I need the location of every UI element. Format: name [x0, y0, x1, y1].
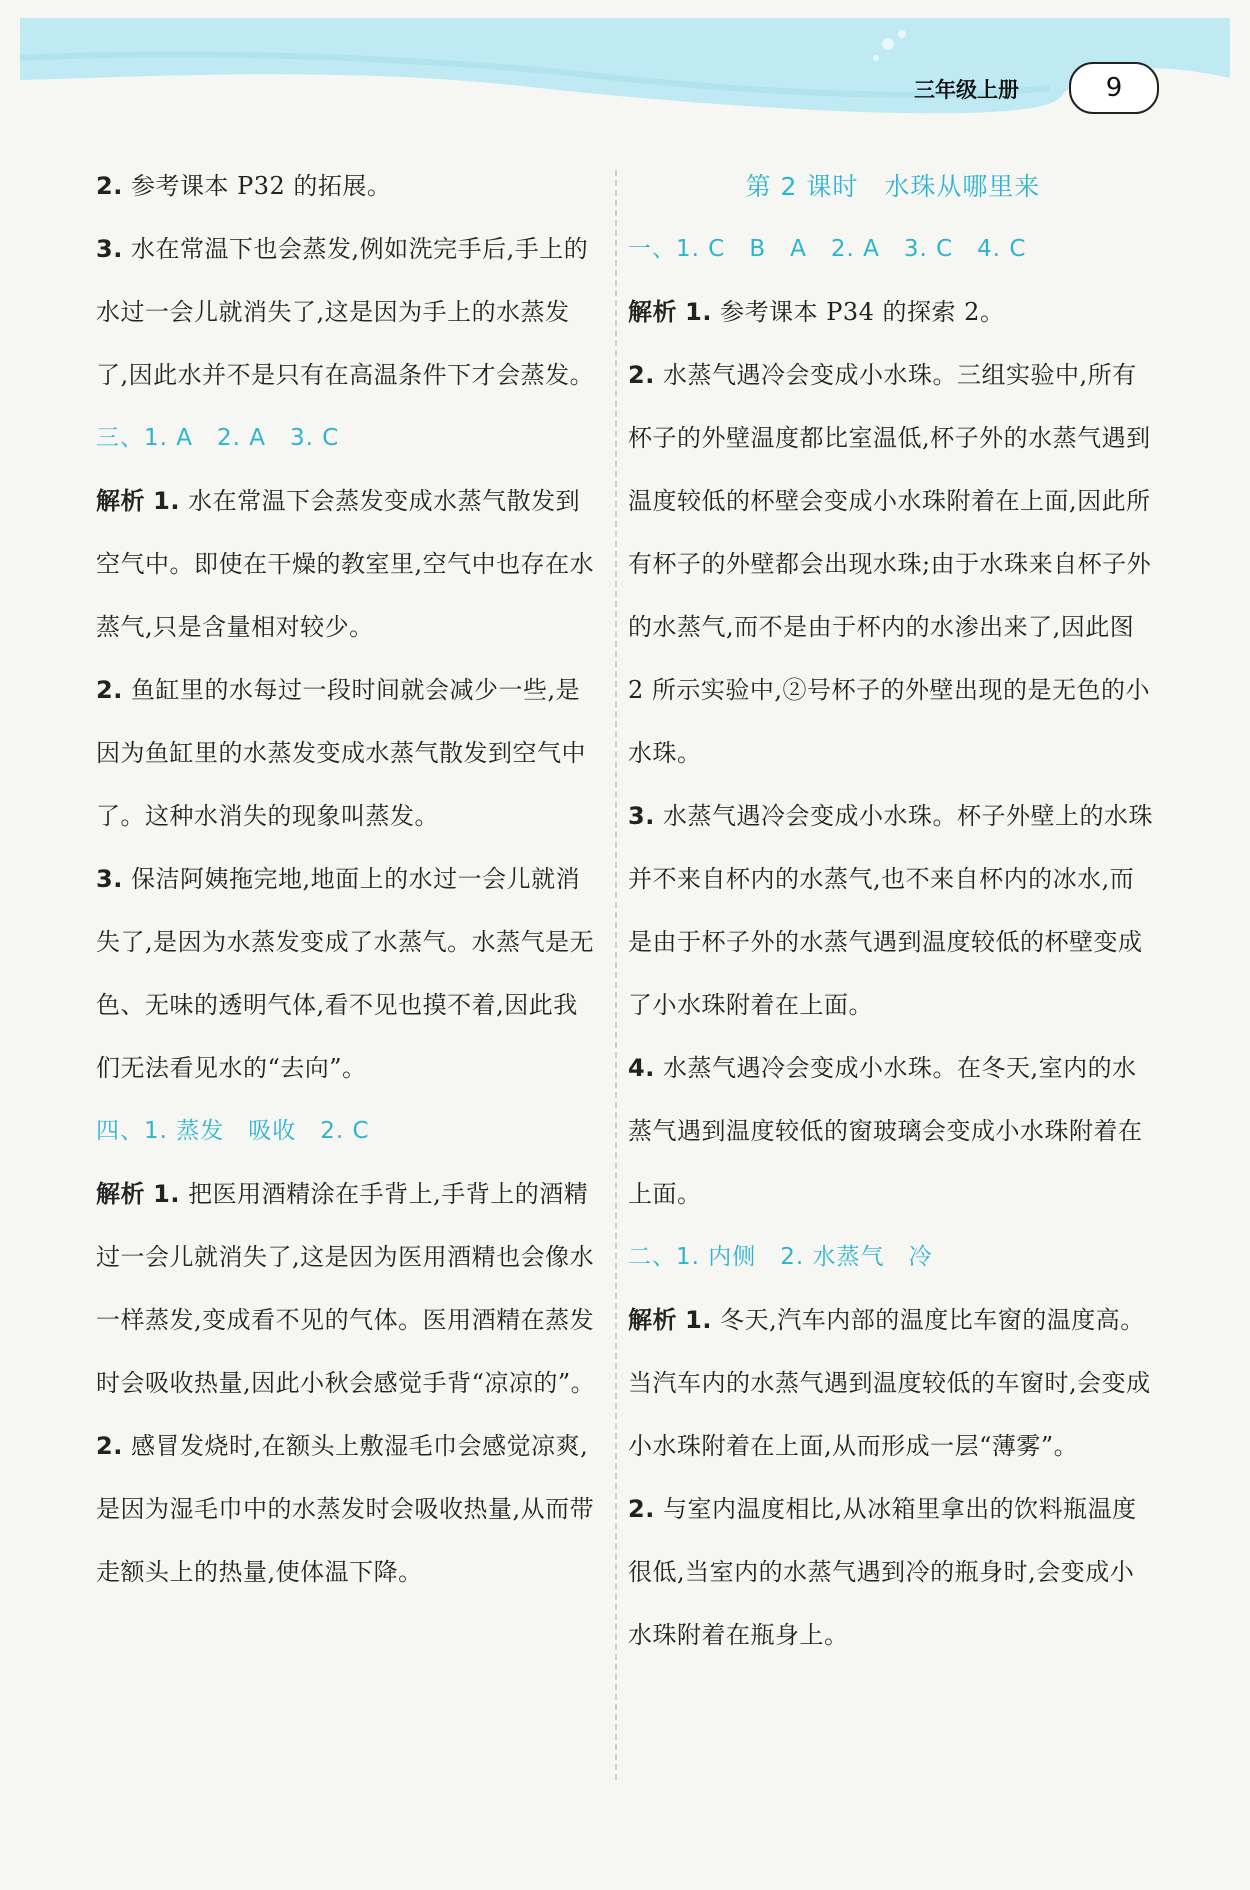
paragraph-text: 鱼缸里的水每过一段时间就会减少一些,是因为鱼缸里的水蒸发变成水蒸气散发到空气中了。这种水消失的现象叫蒸发。 [96, 676, 586, 830]
paragraph-text: 水蒸气遇冷会变成小水珠。杯子外壁上的水珠并不来自杯内的水蒸气,也不来自杯内的冰水,而是由于杯子外的水蒸气遇到温度较低的杯壁变成了小水珠附着在上面。 [628, 802, 1153, 1019]
item-number: 2. [96, 676, 123, 704]
analysis-paragraph [96, 470, 602, 659]
analysis-tag: 解析 [96, 487, 145, 515]
item-number: 1. [685, 1306, 712, 1334]
analysis-tag: 解析 [628, 298, 677, 326]
left-column [96, 155, 602, 1604]
answer-key-line: 三、1. A 2. A 3. C [96, 425, 340, 451]
answer-key-line: 二、1. 内侧 2. 水蒸气 冷 [628, 1244, 933, 1270]
item-number: 4. [628, 1054, 655, 1082]
paragraph-text: 水蒸气遇冷会变成小水珠。在冬天,室内的水蒸气遇到温度较低的窗玻璃会变成小水珠附着在上面。 [628, 1054, 1143, 1208]
paragraph-text: 参考课本 P32 的拓展。 [130, 172, 392, 200]
analysis-paragraph [628, 1289, 1158, 1478]
lesson-title: 第 2 课时 水珠从哪里来 [745, 172, 1041, 201]
header-wave-banner [20, 18, 1230, 128]
answer-paragraph [628, 1037, 1158, 1226]
paragraph-text: 与室内温度相比,从冰箱里拿出的饮料瓶温度很低,当室内的水蒸气遇到冷的瓶身时,会变成小水珠附着在瓶身上。 [628, 1495, 1137, 1649]
answer-paragraph [96, 218, 602, 407]
paragraph-text: 参考课本 P34 的探索 2。 [720, 298, 1005, 326]
analysis-paragraph [96, 1163, 602, 1415]
item-number: 2. [96, 1432, 123, 1460]
paragraph-text: 把医用酒精涂在手背上,手背上的酒精过一会儿就消失了,这是因为医用酒精也会像水一样蒸发,变成看不见的气体。医用酒精在蒸发时会吸收热量,因此小秋会感觉手背“凉凉的”。 [96, 1180, 596, 1397]
item-number: 1. [153, 1180, 180, 1208]
item-number: 3. [628, 802, 655, 830]
paragraph-text: 水在常温下也会蒸发,例如洗完手后,手上的水过一会儿就消失了,这是因为手上的水蒸发了,因此水并不是只有在高温条件下才会蒸发。 [96, 235, 595, 389]
item-number: 2. [96, 172, 123, 200]
analysis-tag: 解析 [628, 1306, 677, 1334]
right-column [628, 155, 1158, 1667]
answer-paragraph [96, 848, 602, 1100]
paragraph-text: 水在常温下会蒸发变成水蒸气散发到空气中。即使在干燥的教室里,空气中也存在水蒸气,只是含量相对较少。 [96, 487, 595, 641]
answer-paragraph [96, 155, 602, 218]
paragraph-text: 冬天,汽车内部的温度比车窗的温度高。当汽车内的水蒸气遇到温度较低的车窗时,会变成小水珠附着在上面,从而形成一层“薄雾”。 [628, 1306, 1151, 1460]
analysis-tag: 解析 [96, 1180, 145, 1208]
answer-paragraph [96, 1415, 602, 1604]
answer-key-line: 一、1. C B A 2. A 3. C 4. C [628, 236, 1027, 262]
paragraph-text: 水蒸气遇冷会变成小水珠。三组实验中,所有杯子的外壁温度都比室温低,杯子外的水蒸气遇到温度较低的杯壁会变成小水珠附着在上面,因此所有杯子的外壁都会出现水珠;由于水珠来自杯子外的水蒸气,而不是由于杯内的水渗出来了,因此图 2 所示实验中,②号杯子的外壁出现的是无色的小水珠。 [628, 361, 1152, 767]
item-number: 1. [153, 487, 180, 515]
item-number: 2. [628, 361, 655, 389]
analysis-paragraph [628, 281, 1158, 344]
item-number: 1. [685, 298, 712, 326]
page-number: 9 [1069, 62, 1159, 114]
answer-key-line: 四、1. 蒸发 吸收 2. C [96, 1118, 370, 1144]
item-number: 2. [628, 1495, 655, 1523]
column-divider [615, 170, 617, 1780]
paragraph-text: 感冒发烧时,在额头上敷湿毛巾会感觉凉爽,是因为湿毛巾中的水蒸发时会吸收热量,从而带走额头上的热量,使体温下降。 [96, 1432, 595, 1586]
item-number: 3. [96, 235, 123, 263]
answer-paragraph [628, 344, 1158, 785]
answer-paragraph [96, 659, 602, 848]
paragraph-text: 保洁阿姨拖完地,地面上的水过一会儿就消失了,是因为水蒸发变成了水蒸气。水蒸气是无色、无味的透明气体,看不见也摸不着,因此我们无法看见水的“去向”。 [96, 865, 595, 1082]
answer-paragraph [628, 1478, 1158, 1667]
grade-label: 三年级上册 [914, 78, 1019, 102]
item-number: 3. [96, 865, 123, 893]
page-header [20, 18, 1230, 128]
answer-paragraph [628, 785, 1158, 1037]
